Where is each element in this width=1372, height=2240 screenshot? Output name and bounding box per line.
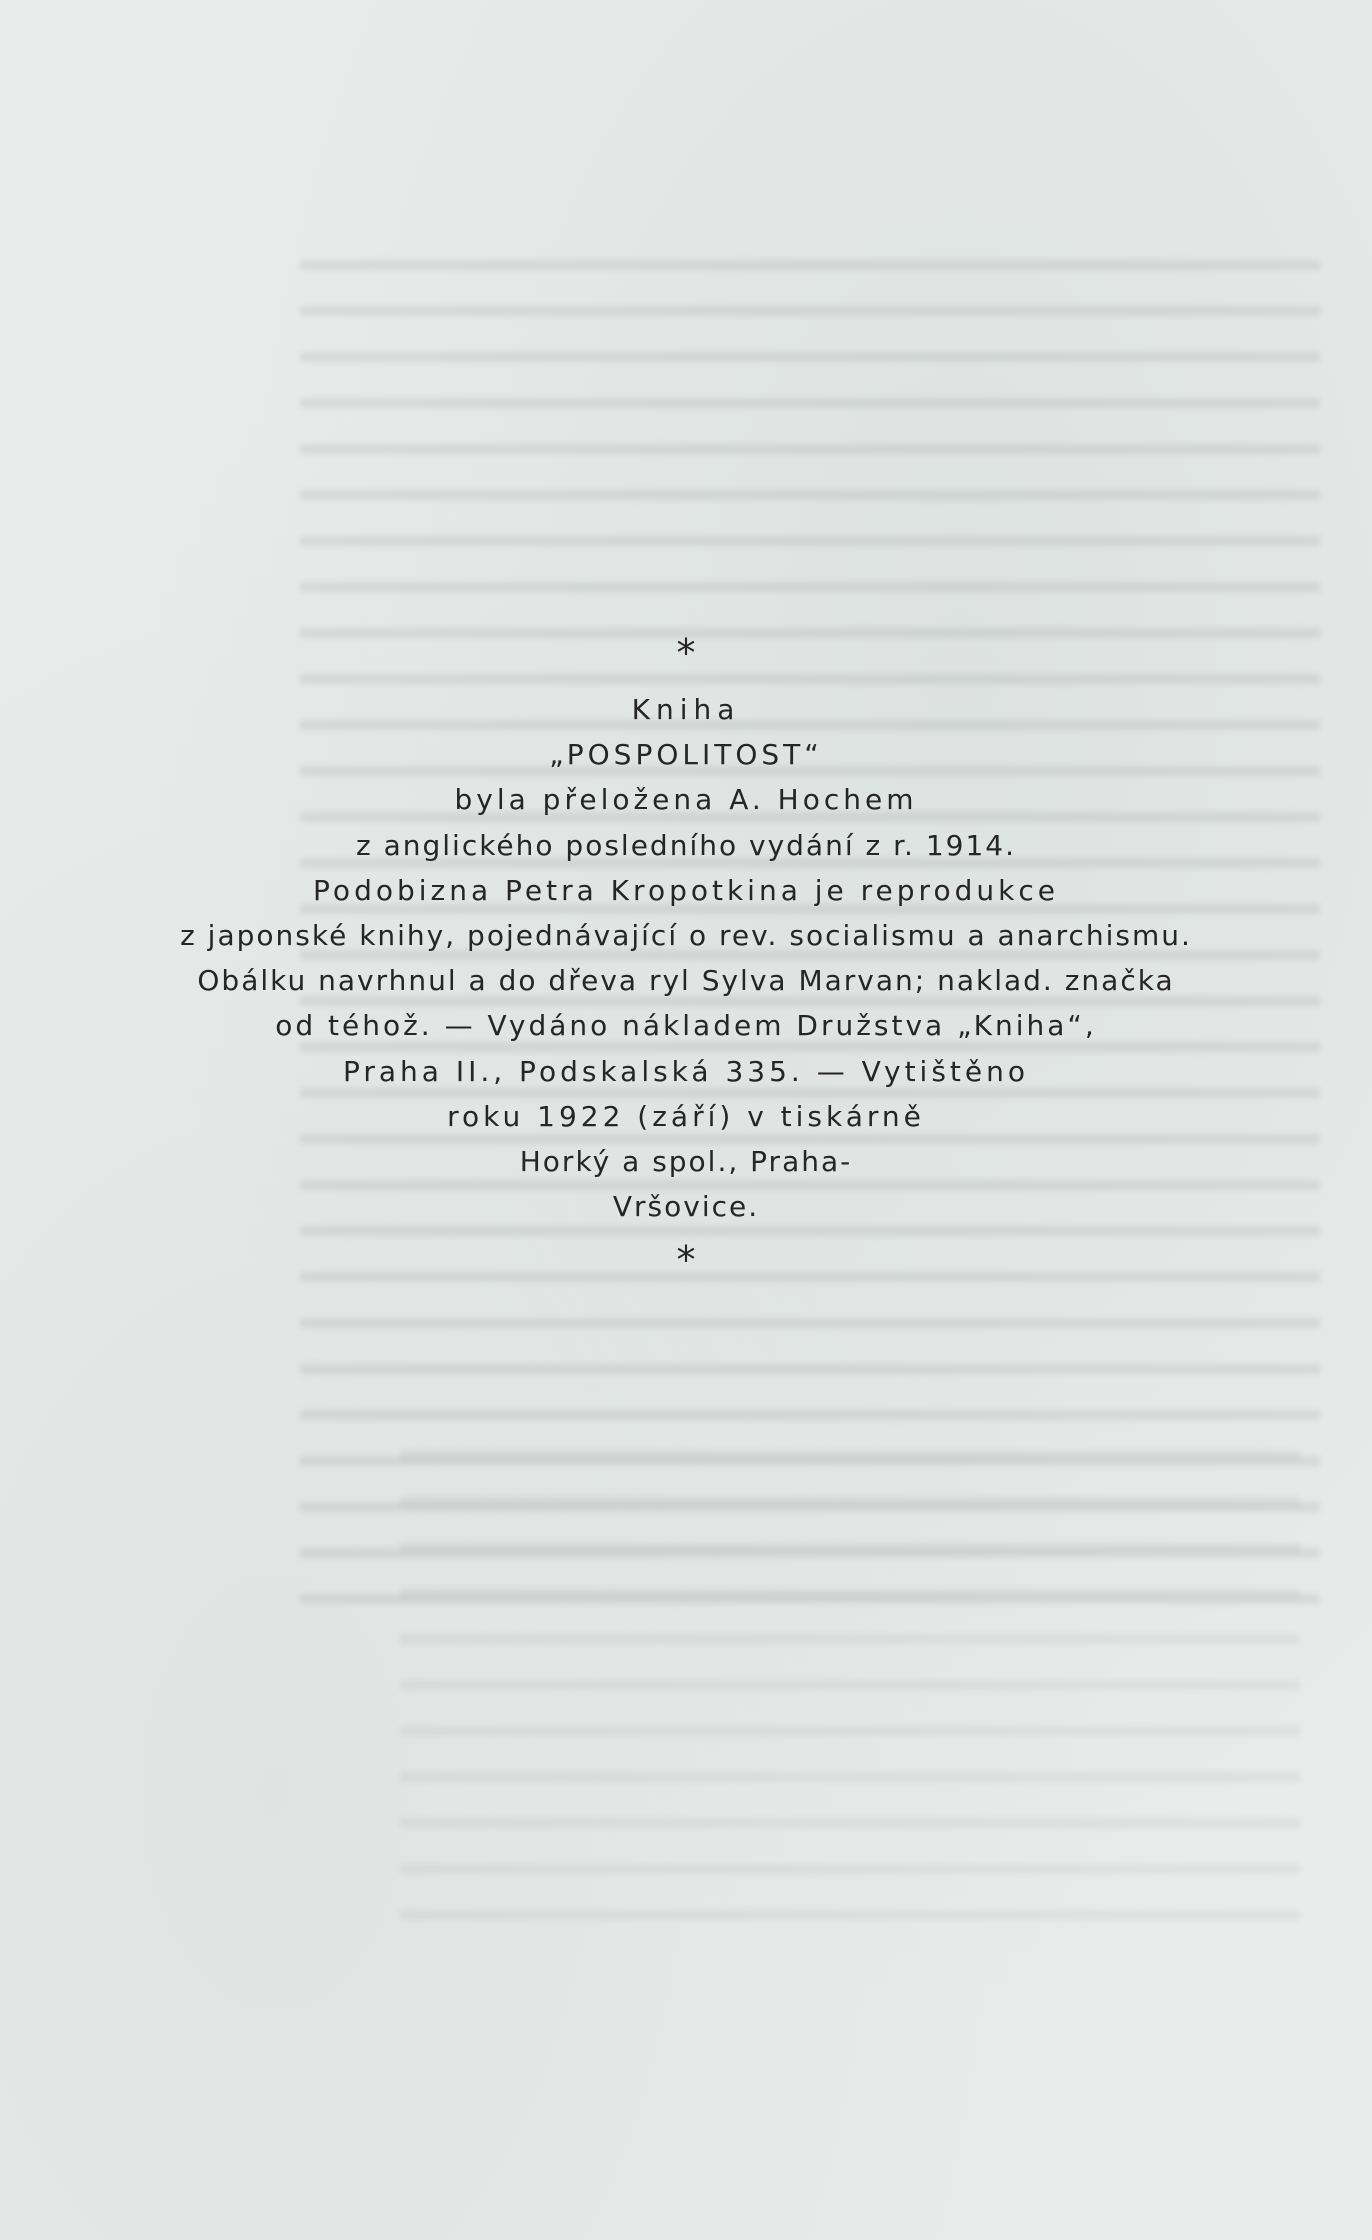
colophon-line-portrait: Podobizna Petra Kropotkina je reprodukce bbox=[313, 874, 1059, 907]
colophon-line-translator: byla přeložena A. Hochem bbox=[454, 783, 918, 816]
colophon-line-printer: Horký a spol., Praha- bbox=[519, 1145, 853, 1178]
ornament-star-bottom: * bbox=[676, 1238, 696, 1282]
colophon-line-place: Vršovice. bbox=[612, 1190, 760, 1223]
colophon-line-address: Praha II., Podskalská 335. — Vytištěno bbox=[342, 1055, 1030, 1088]
colophon-line-cover: Obálku navrhnul a do dřeva ryl Sylva Marvan; naklad. značka bbox=[197, 964, 1175, 997]
colophon-line-source: z japonské knihy, pojednávající o rev. socialismu a anarchismu. bbox=[180, 919, 1192, 952]
ornament-star-top: * bbox=[676, 631, 696, 675]
colophon-line-year: roku 1922 (září) v tiskárně bbox=[447, 1100, 925, 1133]
colophon-line-edition: z anglického posledního vydání z r. 1914. bbox=[355, 829, 1017, 862]
show-through-texture-lower bbox=[400, 1420, 1300, 1920]
colophon-line-kniha: Kniha bbox=[631, 693, 741, 726]
colophon-line-title: „POSPOLITOST“ bbox=[549, 738, 823, 771]
colophon-line-publisher: od téhož. — Vydáno nákladem Družstva „Kniha“, bbox=[275, 1009, 1097, 1042]
